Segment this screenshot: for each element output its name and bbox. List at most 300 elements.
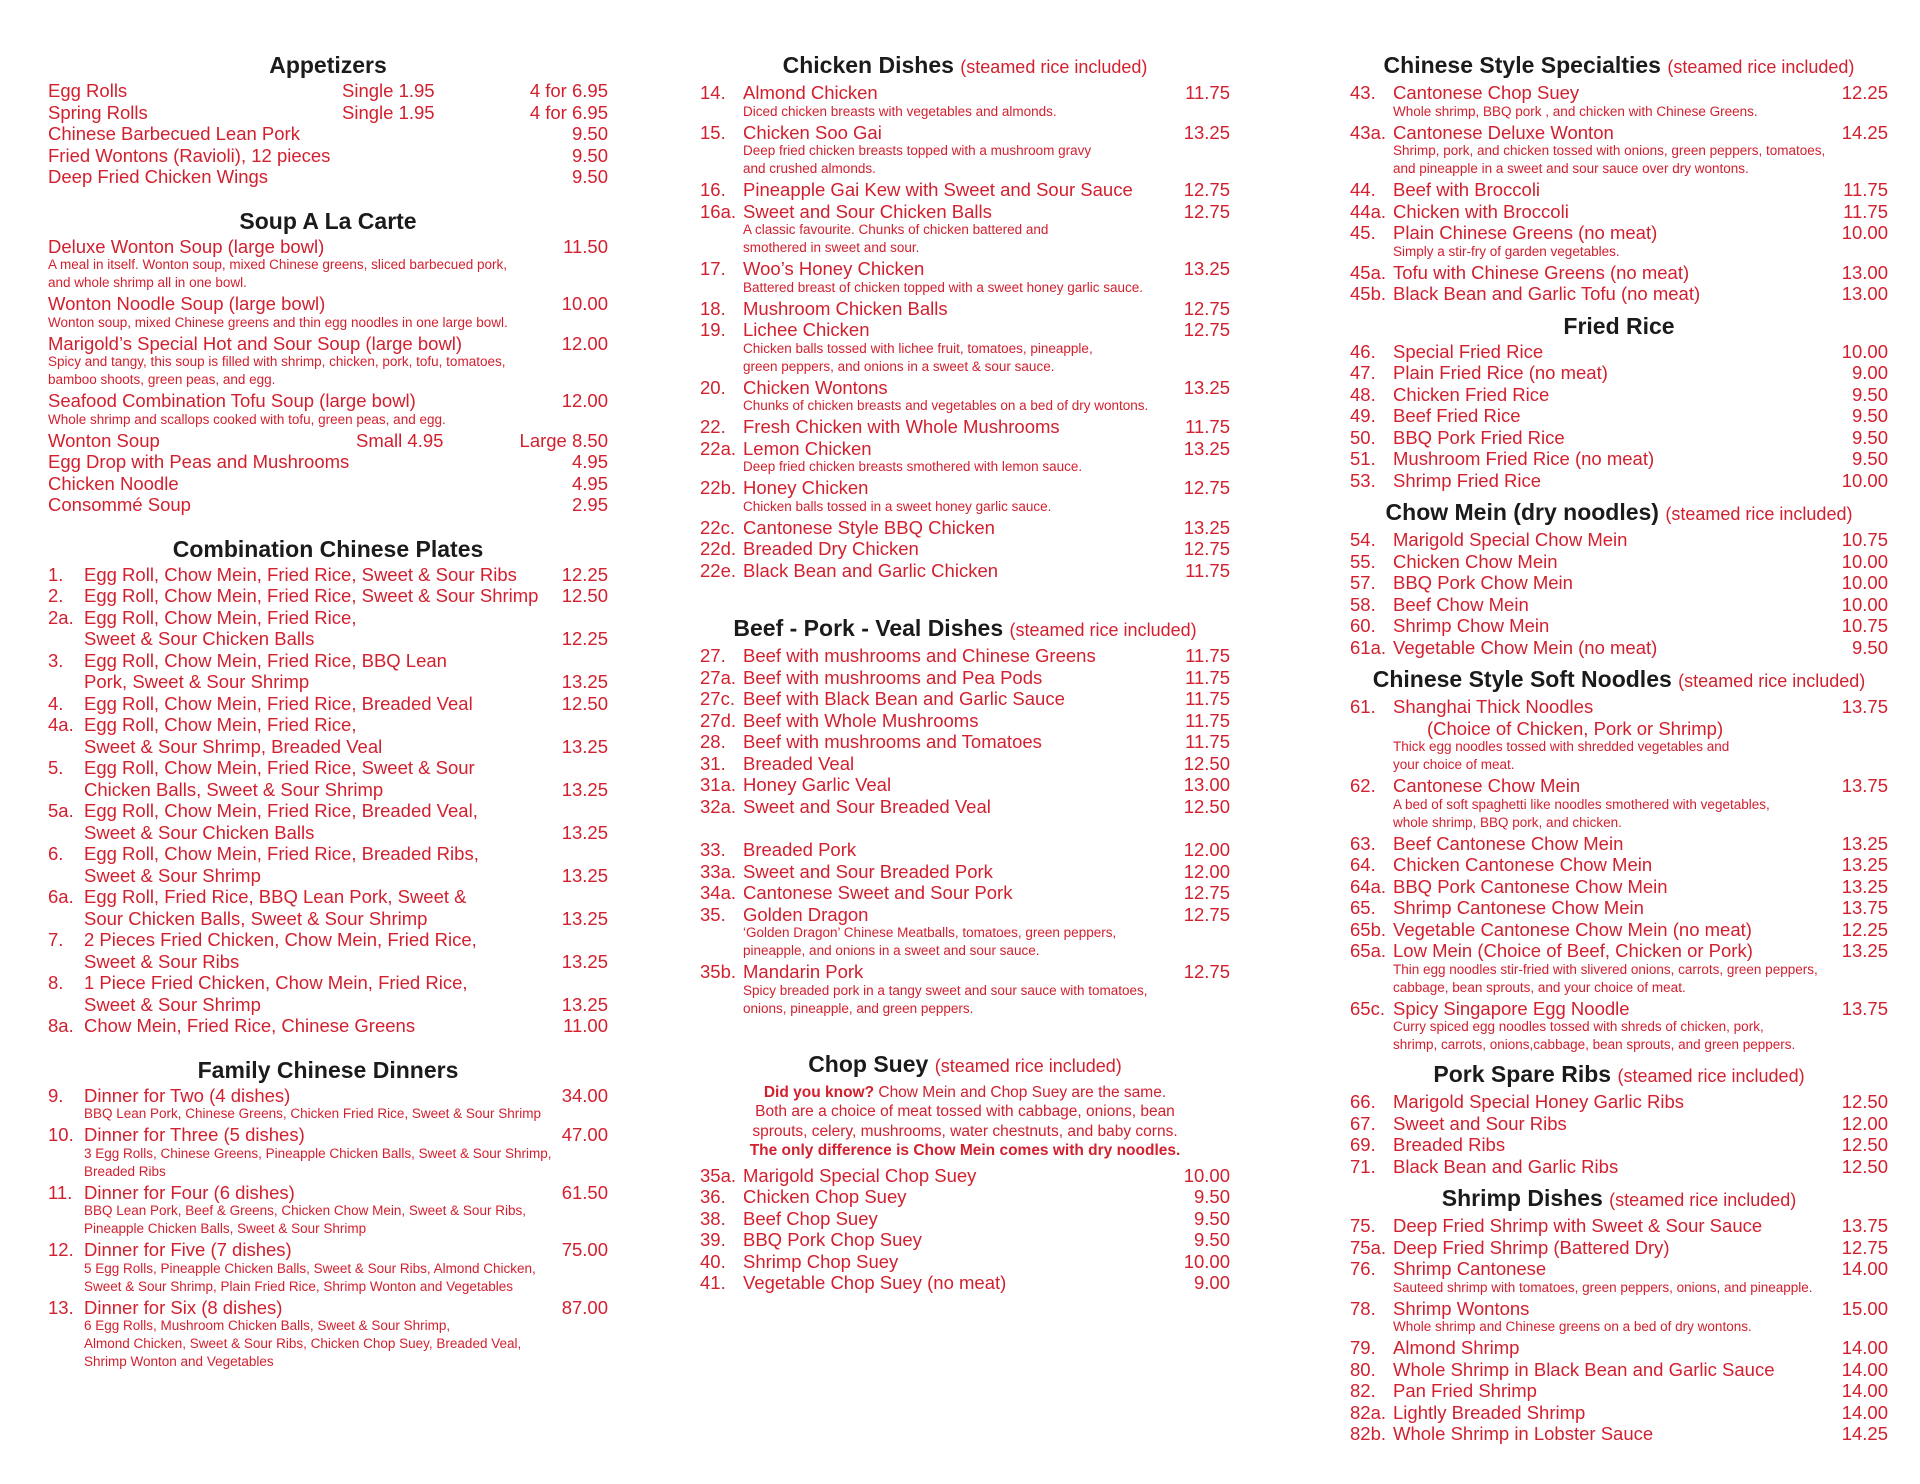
item-price: 10.00	[1841, 572, 1888, 593]
item-name: Egg Drop with Peas and Mushrooms	[48, 451, 350, 472]
item-price: 9.50	[571, 166, 608, 187]
item-number: 7.	[48, 929, 64, 950]
item-name: Dinner for Three (5 dishes)	[84, 1124, 305, 1145]
item-price: 13.75	[1841, 997, 1888, 1019]
item-price: 11.75	[1185, 731, 1230, 752]
item-name: Wonton Soup	[48, 429, 160, 451]
menu-item	[1350, 637, 1888, 659]
item-price: 12.50	[1183, 752, 1230, 774]
menu-section-soup	[48, 208, 608, 516]
menu-section-shrimp	[1350, 1185, 1888, 1445]
item-price: 4.95	[571, 472, 608, 494]
item-name: Chicken Cantonese Chow Mein	[1393, 854, 1653, 875]
menu-item	[1350, 940, 1888, 996]
item-name: Shrimp Fried Rice	[1393, 469, 1542, 491]
item-number: 22a.	[700, 437, 737, 459]
menu-column-left	[48, 50, 608, 1386]
item-name: Plain Fried Rice (no meat)	[1393, 362, 1608, 383]
item-number: 8.	[48, 972, 64, 993]
menu-item-row	[1350, 283, 1888, 305]
menu-item-row	[48, 972, 608, 994]
item-name: Deluxe Wonton Soup (large bowl)	[48, 235, 325, 257]
menu-item	[700, 477, 1230, 515]
menu-item	[700, 538, 1230, 560]
item-price: 14.00	[1841, 1380, 1888, 1401]
item-name: Deep Fried Chicken Wings	[48, 166, 269, 187]
menu-item	[700, 438, 1230, 476]
item-description: Chunks of chicken breasts and vegetables on a bed of dry wontons.	[743, 398, 1149, 413]
item-number: 27a.	[700, 666, 737, 688]
item-name: Plain Chinese Greens (no meat)	[1393, 222, 1658, 243]
item-price: 13.00	[1183, 774, 1230, 795]
item-number: 14.	[700, 82, 726, 103]
menu-item	[1350, 1402, 1888, 1424]
section-title-row	[1350, 499, 1888, 527]
item-price: 11.75	[1185, 666, 1230, 688]
menu-item-row	[1350, 998, 1888, 1020]
menu-item-row	[48, 908, 608, 930]
item-number: 63.	[1350, 832, 1376, 854]
item-number: 79.	[1350, 1337, 1376, 1358]
menu-item	[1350, 1337, 1888, 1359]
item-name: Dinner for Six (8 dishes)	[84, 1296, 283, 1318]
menu-item-row	[48, 1085, 608, 1107]
item-name: Whole Shrimp in Lobster Sauce	[1393, 1423, 1654, 1444]
menu-item	[48, 800, 608, 843]
item-price: 13.25	[561, 907, 608, 929]
item-description: pineapple, and onions in a sweet and sour sauce.	[743, 943, 1040, 958]
item-number: 58.	[1350, 593, 1376, 615]
item-name: Dinner for Four (6 dishes)	[84, 1181, 295, 1203]
section-note: (steamed rice included)	[1665, 504, 1853, 524]
item-name: Egg Roll, Chow Mein, Fried Rice,	[84, 714, 357, 735]
item-price: 11.75	[1843, 200, 1888, 222]
item-description: Curry spiced egg noodles tossed with shreds of chicken, pork,	[1393, 1019, 1764, 1034]
item-price: 14.00	[1841, 1337, 1888, 1358]
item-price: 9.50	[1851, 426, 1888, 448]
item-description: Whole shrimp and Chinese greens on a bed of dry wontons.	[1393, 1319, 1752, 1334]
menu-item-row	[1350, 362, 1888, 384]
menu-item-row	[700, 688, 1230, 710]
menu-item	[700, 710, 1230, 732]
menu-item	[700, 560, 1230, 582]
menu-section-chopsuey	[700, 1051, 1230, 1294]
item-number: 54.	[1350, 529, 1376, 550]
item-description: whole shrimp, BBQ pork, and chicken.	[1393, 814, 1622, 830]
item-number: 69.	[1350, 1134, 1376, 1155]
item-number: 82b.	[1350, 1423, 1387, 1444]
menu-item-row	[700, 882, 1230, 904]
item-price: 12.75	[1183, 179, 1230, 200]
item-price: 14.25	[1841, 1423, 1888, 1444]
item-number: 47.	[1350, 362, 1376, 383]
item-price: 13.25	[561, 864, 608, 886]
menu-item	[1350, 405, 1888, 427]
item-description: your choice of meat.	[1393, 757, 1515, 772]
item-name: Woo’s Honey Chicken	[743, 258, 925, 279]
item-number: 55.	[1350, 550, 1376, 572]
menu-item-row	[1350, 1215, 1888, 1237]
item-price: 10.75	[1841, 529, 1888, 550]
item-number: 57.	[1350, 572, 1376, 593]
menu-item	[1350, 919, 1888, 941]
item-number: 75.	[1350, 1215, 1376, 1236]
item-name: Cantonese Sweet and Sour Pork	[743, 882, 1013, 903]
item-price: 12.50	[1183, 795, 1230, 817]
menu-item	[1350, 696, 1888, 773]
item-name: BBQ Pork Chop Suey	[743, 1229, 922, 1250]
section-title: Chinese Style Specialties	[1383, 52, 1661, 78]
menu-item	[48, 166, 608, 188]
item-name: Chicken Chop Suey	[743, 1186, 907, 1207]
item-name: Sweet and Sour Breaded Pork	[743, 860, 993, 882]
section-title: Pork Spare Ribs	[1433, 1061, 1612, 1087]
item-number: 51.	[1350, 448, 1376, 469]
menu-item-row	[1350, 696, 1888, 718]
section-title: Family Chinese Dinners	[197, 1056, 459, 1083]
item-name: Black Bean and Garlic Ribs	[1393, 1155, 1619, 1177]
item-name: Tofu with Chinese Greens (no meat)	[1393, 261, 1690, 283]
menu-item-row	[48, 714, 608, 736]
menu-item-row	[48, 693, 608, 715]
menu-item	[48, 1239, 608, 1295]
item-name: Sweet & Sour Shrimp	[84, 864, 261, 886]
menu-item	[700, 753, 1230, 775]
item-number: 1.	[48, 563, 64, 585]
menu-item	[1350, 1359, 1888, 1381]
item-price: 10.00	[1183, 1250, 1230, 1272]
item-number: 22e.	[700, 559, 737, 581]
item-price: 10.00	[1841, 550, 1888, 572]
menu-item	[48, 80, 608, 102]
menu-item-row	[700, 667, 1230, 689]
item-price: 9.50	[1193, 1186, 1230, 1207]
item-description: and whole shrimp all in one bowl.	[48, 275, 247, 290]
item-name: Vegetable Cantonese Chow Mein (no meat)	[1393, 918, 1752, 940]
menu-item-row	[48, 293, 608, 315]
menu-item-row	[1350, 179, 1888, 201]
menu-item-row	[48, 564, 608, 586]
menu-item-row	[1350, 529, 1888, 551]
item-price: 87.00	[561, 1296, 608, 1318]
menu-item-row	[1350, 1091, 1888, 1113]
menu-section-chowmein	[1350, 499, 1888, 658]
item-number: 17.	[700, 258, 726, 279]
menu-item	[1350, 1215, 1888, 1237]
menu-item-row	[1350, 1237, 1888, 1259]
menu-item	[48, 494, 608, 516]
item-price: 14.00	[1841, 1401, 1888, 1423]
item-price: 13.25	[1841, 854, 1888, 875]
item-description: A bed of soft spaghetti like noodles smothered with vegetables,	[1393, 796, 1770, 812]
item-description: Sauteed shrimp with tomatoes, green peppers, onions, and pineapple.	[1393, 1279, 1813, 1295]
item-name: Beef Fried Rice	[1393, 405, 1521, 426]
menu-item-row	[700, 1186, 1230, 1208]
item-price: 12.50	[1841, 1155, 1888, 1177]
item-name: Mushroom Chicken Balls	[743, 297, 948, 319]
menu-item	[48, 607, 608, 650]
menu-item-row	[700, 710, 1230, 732]
menu-item	[48, 123, 608, 145]
item-name: Pork, Sweet & Sour Shrimp	[84, 671, 310, 692]
section-title-row	[700, 1051, 1230, 1079]
menu-item-row	[700, 753, 1230, 775]
item-name: 1 Piece Fried Chicken, Chow Mein, Fried Rice,	[84, 972, 468, 993]
item-name: Vegetable Chow Mein (no meat)	[1393, 636, 1658, 658]
item-name: Beef with Broccoli	[1393, 179, 1541, 200]
menu-item-row	[48, 607, 608, 629]
item-name: Lichee Chicken	[743, 319, 870, 340]
item-name: Dinner for Two (4 dishes)	[84, 1084, 291, 1106]
section-title-row	[1350, 1061, 1888, 1089]
menu-item-row	[1350, 222, 1888, 244]
item-price: 34.00	[561, 1084, 608, 1106]
item-price: 12.75	[1183, 882, 1230, 903]
menu-item	[1350, 179, 1888, 201]
item-description: Sweet & Sour Shrimp, Plain Fried Rice, Shrimp Wonton and Vegetables	[84, 1278, 513, 1294]
item-description: Pineapple Chicken Balls, Sweet & Sour Shrimp	[84, 1221, 367, 1236]
menu-item	[1350, 1113, 1888, 1135]
item-number: 35a.	[700, 1164, 737, 1186]
item-price-four: 4 for 6.95	[529, 101, 608, 123]
item-price: 12.75	[1183, 477, 1230, 498]
item-price: 11.75	[1185, 82, 1230, 103]
item-name: Breaded Veal	[743, 752, 855, 774]
item-description: A meal in itself. Wonton soup, mixed Chinese greens, sliced barbecued pork,	[48, 257, 507, 272]
item-description: Spicy breaded pork in a tangy sweet and sour sauce with tomatoes,	[743, 982, 1148, 998]
menu-item-row	[700, 645, 1230, 667]
item-price: 10.00	[1841, 222, 1888, 243]
item-price: 10.00	[1841, 469, 1888, 491]
menu-item-row	[48, 779, 608, 801]
item-number: 45b.	[1350, 283, 1387, 304]
menu-item	[48, 473, 608, 495]
menu-item-row	[700, 1272, 1230, 1294]
menu-item-row	[700, 560, 1230, 582]
menu-item	[48, 757, 608, 800]
item-name: Chow Mein, Fried Rice, Chinese Greens	[84, 1015, 416, 1036]
item-name: Sour Chicken Balls, Sweet & Sour Shrimp	[84, 907, 428, 929]
item-name: Consommé Soup	[48, 494, 191, 515]
menu-item	[48, 650, 608, 693]
item-name: Egg Roll, Chow Mein, Fried Rice,	[84, 606, 357, 628]
fact-bold-line: The only difference is Chow Mein comes with dry noodles.	[749, 1142, 1181, 1159]
item-name: Egg Roll, Chow Mein, Fried Rice, Breaded Veal	[84, 692, 473, 714]
item-name: Shrimp Cantonese	[1393, 1258, 1547, 1279]
menu-item-row	[1350, 1380, 1888, 1402]
item-name: Egg Roll, Fried Rice, BBQ Lean Pork, Sweet &	[84, 886, 467, 907]
item-price: 12.75	[1183, 319, 1230, 340]
menu-item-row	[48, 236, 608, 258]
item-name: Shrimp Chop Suey	[743, 1250, 899, 1272]
menu-item	[48, 293, 608, 331]
item-description: Shrimp Wonton and Vegetables	[84, 1354, 274, 1369]
menu-section-combos	[48, 536, 608, 1037]
item-name: Wonton Noodle Soup (large bowl)	[48, 293, 326, 314]
item-number: 9.	[48, 1084, 64, 1106]
item-number: 22c.	[700, 516, 735, 538]
menu-item-row	[1350, 470, 1888, 492]
section-title: Chicken Dishes	[782, 52, 954, 78]
section-note: (steamed rice included)	[960, 57, 1148, 77]
item-number: 11.	[48, 1181, 73, 1203]
menu-item	[700, 731, 1230, 753]
menu-item	[700, 774, 1230, 796]
menu-item	[48, 236, 608, 292]
menu-item-row	[700, 477, 1230, 499]
menu-item	[1350, 572, 1888, 594]
menu-item-row	[700, 258, 1230, 280]
item-price: 10.00	[561, 293, 608, 314]
item-name: Lemon Chicken	[743, 437, 872, 459]
item-number: 27c.	[700, 688, 735, 709]
item-name: Beef Cantonese Chow Mein	[1393, 832, 1624, 854]
item-number: 44.	[1350, 179, 1376, 200]
item-name: Almond Chicken	[743, 82, 878, 103]
item-number: 67.	[1350, 1112, 1376, 1134]
menu-item-row	[48, 994, 608, 1016]
section-title: Combination Chinese Plates	[172, 535, 484, 562]
item-name: Chicken Wontons	[743, 376, 888, 398]
item-price: 12.50	[561, 692, 608, 714]
menu-item-row	[700, 122, 1230, 144]
menu-item	[48, 972, 608, 1015]
menu-item	[700, 839, 1230, 861]
menu-item	[700, 1208, 1230, 1230]
item-number: 2.	[48, 585, 64, 606]
item-name: Breaded Pork	[743, 839, 857, 860]
menu-item-row	[700, 179, 1230, 201]
fact-line: sprouts, celery, mushrooms, water chestnuts, and baby corns.	[752, 1122, 1178, 1140]
item-description: Deep fried chicken breasts smothered with lemon sauce.	[743, 459, 1083, 474]
menu-item	[48, 929, 608, 972]
item-price: 11.00	[563, 1015, 608, 1036]
item-price: 15.00	[1841, 1297, 1888, 1319]
item-price: 13.25	[561, 778, 608, 800]
item-description: 6 Egg Rolls, Mushroom Chicken Balls, Sweet & Sour Shrimp,	[84, 1318, 451, 1333]
item-price: 13.25	[1183, 258, 1230, 279]
menu-item	[48, 714, 608, 757]
item-name: Marigold Special Chop Suey	[743, 1164, 977, 1186]
menu-item-row	[48, 390, 608, 412]
item-description: Spicy and tangy, this soup is filled with shrimp, chicken, pork, tofu, tomatoes,	[48, 354, 506, 369]
item-number: 18.	[700, 297, 726, 319]
menu-item	[48, 145, 608, 167]
item-price: 11.75	[1843, 179, 1888, 200]
item-name: Beef Chow Mein	[1393, 593, 1529, 615]
item-description: Thick egg noodles tossed with shredded vegetables and	[1393, 739, 1730, 754]
menu-item	[48, 1015, 608, 1037]
item-name: Cantonese Style BBQ Chicken	[743, 516, 995, 538]
menu-item	[1350, 448, 1888, 470]
menu-item-row	[1350, 1156, 1888, 1178]
item-price: 13.25	[1841, 940, 1888, 961]
item-description: Whole shrimp and scallops cooked with tofu, green peas, and egg.	[48, 411, 446, 427]
menu-item	[1350, 551, 1888, 573]
item-price-small: Small 4.95	[356, 429, 444, 451]
menu-item-row	[700, 538, 1230, 560]
item-description: Almond Chicken, Sweet & Sour Ribs, Chicken Chop Suey, Breaded Veal,	[84, 1336, 522, 1351]
item-name: Chicken Noodle	[48, 472, 179, 494]
menu-item	[1350, 876, 1888, 898]
menu-item	[1350, 1091, 1888, 1113]
menu-item	[1350, 427, 1888, 449]
menu-item-row	[1350, 1258, 1888, 1280]
menu-item	[700, 1272, 1230, 1294]
menu-item	[700, 796, 1230, 818]
menu-item	[700, 1229, 1230, 1251]
item-price: 12.25	[1841, 918, 1888, 940]
menu-item	[48, 333, 608, 389]
menu-item-row	[700, 201, 1230, 223]
item-name: Pineapple Gai Kew with Sweet and Sour Sauce	[743, 179, 1133, 200]
menu-item	[1350, 222, 1888, 260]
item-price: 13.25	[561, 671, 608, 692]
menu-item-row	[48, 628, 608, 650]
item-name: Deep Fried Shrimp with Sweet & Sour Sauce	[1393, 1215, 1763, 1236]
menu-section-specialties	[1350, 52, 1888, 305]
section-note: (steamed rice included)	[934, 1055, 1122, 1076]
item-name: Cantonese Deluxe Wonton	[1393, 121, 1614, 143]
item-number: 80.	[1350, 1358, 1376, 1380]
menu-item	[1350, 82, 1888, 120]
item-price: 13.25	[1183, 437, 1230, 459]
item-name: Sweet & Sour Shrimp, Breaded Veal	[84, 735, 383, 757]
item-number: 22d.	[700, 538, 737, 559]
item-number: 4.	[48, 692, 64, 714]
item-number: 16a.	[700, 200, 737, 222]
item-name: Shanghai Thick Noodles	[1393, 696, 1594, 717]
menu-item	[1350, 362, 1888, 384]
item-price: 12.75	[1183, 538, 1230, 559]
item-number: 46.	[1350, 340, 1376, 362]
item-description: Thin egg noodles stir-fried with slivered onions, carrots, green peppers,	[1393, 961, 1818, 977]
item-number: 44a.	[1350, 200, 1387, 222]
menu-item-row	[700, 961, 1230, 983]
menu-item	[700, 645, 1230, 667]
item-price: 12.75	[1183, 200, 1230, 222]
item-price: 13.25	[1841, 832, 1888, 854]
menu-item-row	[1350, 572, 1888, 594]
item-number: 3.	[48, 649, 64, 671]
item-price: 13.25	[1183, 376, 1230, 398]
menu-item-row	[48, 951, 608, 973]
item-name: Chinese Barbecued Lean Pork	[48, 123, 300, 144]
menu-item	[700, 179, 1230, 201]
fact-line	[700, 1083, 1230, 1103]
menu-item	[1350, 998, 1888, 1054]
menu-section-friedrice	[1350, 313, 1888, 492]
item-price: 14.00	[1841, 1258, 1888, 1279]
menu-item-row	[700, 377, 1230, 399]
menu-item-row	[48, 800, 608, 822]
item-name: Chicken Fried Rice	[1393, 383, 1550, 405]
menu-item-row	[48, 1015, 608, 1037]
section-title-row	[1350, 666, 1888, 694]
menu-item-row	[700, 1229, 1230, 1251]
item-number: 35.	[700, 903, 726, 925]
item-number: 2a.	[48, 606, 74, 628]
item-number: 61a.	[1350, 636, 1387, 658]
item-price: 12.50	[561, 585, 608, 606]
item-number: 45a.	[1350, 261, 1387, 283]
fact-line	[700, 1141, 1230, 1161]
item-number: 12.	[48, 1239, 74, 1260]
item-price: 13.25	[1841, 875, 1888, 897]
menu-item	[1350, 529, 1888, 551]
section-note: (steamed rice included)	[1617, 1066, 1805, 1086]
item-price: 9.00	[1193, 1272, 1230, 1293]
